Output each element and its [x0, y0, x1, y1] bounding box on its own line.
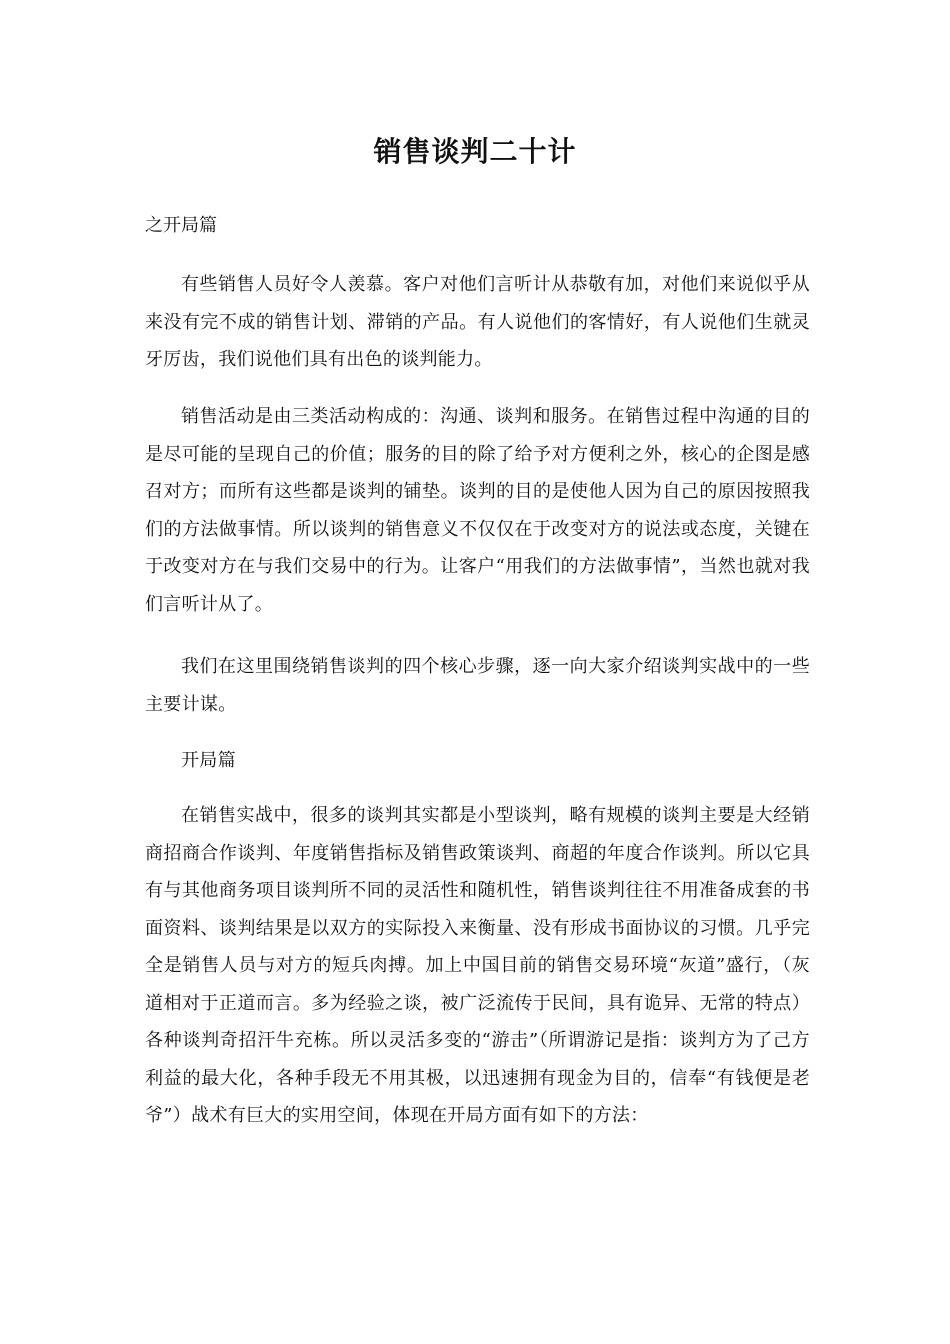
paragraph: 销售活动是由三类活动构成的：沟通、谈判和服务。在销售过程中沟通的目的是尽可能的呈现自己的价值；服务的目的除了给予对方便利之外，核心的企图是感召对方；而所有这些都是谈判的铺垫。谈判的目的是使他人因为自己的原因按照我们的方法做事情。所以谈判的销售意义不仅仅在于改变对方的说法或态度，关键在于改变对方在与我们交易中的行为。让客户“用我们的方法做事情”，当然也就对我们言听计从了。 [145, 406, 810, 615]
paragraph: 我们在这里围绕销售谈判的四个核心步骤，逐一向大家介绍谈判实战中的一些主要计谋。 [145, 656, 810, 715]
sub-heading: 开局篇 [181, 750, 236, 771]
paragraph: 有些销售人员好令人羡慕。客户对他们言听计从恭敬有加，对他们来说似乎从来没有完不成的销售计划、滞销的产品。有人说他们的客情好，有人说他们生就灵牙厉齿，我们说他们具有出色的谈判能力。 [145, 274, 810, 370]
document-title: 销售谈判二十计 [373, 135, 577, 168]
section-label: 之开局篇 [145, 215, 217, 236]
paragraph: 在销售实战中，很多的谈判其实都是小型谈判，略有规模的谈判主要是大经销商招商合作谈判、年度销售指标及销售政策谈判、商超的年度合作谈判。所以它具有与其他商务项目谈判所不同的灵活性和随机性，销售谈判往往不用准备成套的书面资料、谈判结果是以双方的实际投入来衡量、没有形成书面协议的习惯。几乎完全是销售人员与对方的短兵肉搏。加上中国目前的销售交易环境“灰道”盛行，（灰道相对于正道而言。多为经验之谈，被广泛流传于民间，具有诡异、无常的特点）各种谈判奇招汗牛充栋。所以灵活多变的“游击”（所谓游记是指：谈判方为了己方利益的最大化，各种手段无不用其极，以迅速拥有现金为目的，信奉“有钱便是老爷”）战术有巨大的实用空间，体现在开局方面有如下的方法： [145, 805, 810, 1126]
